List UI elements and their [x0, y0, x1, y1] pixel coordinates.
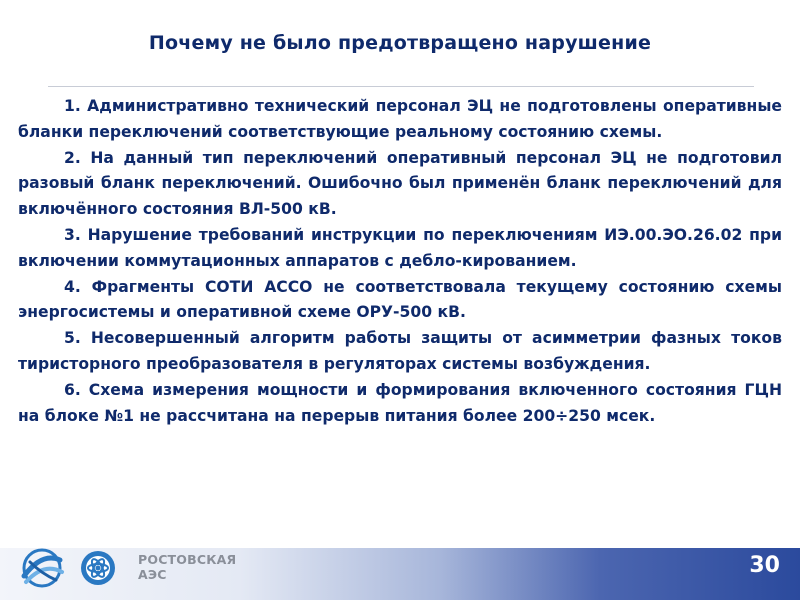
list-item: 6. Схема измерения мощности и формирования включенного состояния ГЦН на блоке №1 не рассчитана на перерыв питания более 200÷250 мсек.	[18, 380, 782, 425]
logo-line-1: РОСТОВСКАЯ	[138, 552, 237, 567]
aes-emblem-icon	[78, 548, 118, 588]
body-text	[18, 94, 782, 429]
logo-line-2: АЭС	[138, 567, 167, 582]
list-item: 3. Нарушение требований инструкции по переключениям ИЭ.00.ЭО.26.02 при включении коммутационных аппаратов с дебло-кированием.	[18, 225, 782, 270]
list-item: 2. На данный тип переключений оперативный персонал ЭЦ не подготовил разовый бланк переключений. Ошибочно был применён бланк переключений для включённого состояния ВЛ-500 кВ.	[18, 148, 782, 219]
logo	[16, 548, 246, 588]
logo-text	[138, 552, 236, 582]
list-item: 1. Административно технический персонал ЭЦ не подготовлены оперативные бланки переключений соответствующие реальному состоянию схемы.	[18, 97, 782, 141]
rosatom-icon	[16, 548, 68, 588]
page-title: Почему не было предотвращено нарушение	[148, 32, 652, 54]
page-number: 30	[749, 553, 780, 578]
list-item: 4. Фрагменты СОТИ АССО не соответствовала текущему состоянию схемы энергосистемы и оперативной схеме ОРУ-500 кВ.	[18, 277, 782, 322]
list-item: 5. Несовершенный алгоритм работы защиты от асимметрии фазных токов тиристорного преобразователя в регуляторах системы возбуждения.	[18, 329, 782, 373]
title-divider	[48, 86, 754, 87]
